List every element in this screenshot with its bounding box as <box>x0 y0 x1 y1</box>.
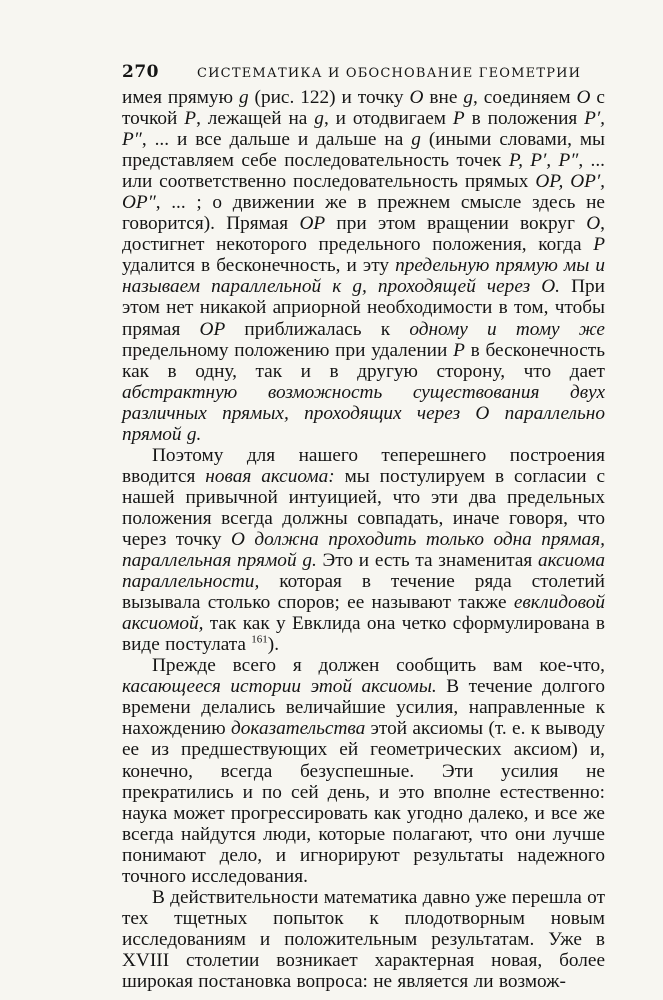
text-run: (рис. 122) и точку <box>248 87 410 108</box>
italic-text: P <box>593 234 605 256</box>
text-run: в бесконечность как в одну, так и в другую сторону, что дает <box>122 339 605 382</box>
body-text <box>122 87 605 992</box>
text-run: вне <box>423 87 464 108</box>
italic-text: P′, P″ <box>122 108 605 151</box>
italic-text: O <box>586 213 601 235</box>
footnote-ref: 161 <box>251 633 268 646</box>
text-run: , ... ; о движении же в прежнем смысле здесь не говорится). Прямая <box>122 192 605 235</box>
italic-text: OP, OP′, OP″ <box>122 171 605 214</box>
italic-text: касающееся истории этой аксиомы. <box>122 676 437 698</box>
text-run: , достигнет некоторого предельного положения, когда <box>122 213 605 256</box>
italic-text: OP <box>199 318 226 340</box>
text-run: так как у Евклида она четко сформулирована в виде постулата <box>122 613 605 656</box>
italic-text: O <box>576 87 591 108</box>
text-run: В течение долгого времени делались величайшие усилия, направленные к нахождению <box>122 676 605 740</box>
italic-text: P <box>184 108 197 130</box>
paragraph-2 <box>122 445 605 655</box>
text-run: Прежде всего я должен сообщить вам кое-что, <box>152 655 605 677</box>
italic-text: абстрактную возможность существования двух различных прямых, проходящих через O параллельно прямой g. <box>122 381 605 445</box>
italic-text: g <box>411 129 421 151</box>
italic-text: евклидовой аксиомой, <box>122 592 605 635</box>
text-run: при этом вращении вокруг <box>325 213 587 235</box>
text-run: в положения <box>464 108 585 130</box>
text-run: этой аксиомы (т. е. к выводу ее из предшествующих ей геометрических аксиом) и, конечно, всегда безуспешные. Эти усилия не прекратились и по сей день, и это вполне естественно: наука может прогрессировать как угодно далеко, и все же всегда найдутся люди, которые полагают, что они лучше понимают дело, и игнорируют результаты надежного точного исследования. <box>122 718 605 887</box>
text-run: , и отодвигаем <box>323 108 453 130</box>
text-run: предельному положению при удалении <box>122 339 454 361</box>
italic-text: g <box>238 87 249 108</box>
text-run: В действительности математика давно уже перешла от тех тщетных попыток к плодотворным новым исследованиям и положительным результатам. Уже в XVIII столетии возникает характерная новая, более широкая постановка вопроса: не является ли возмож- <box>122 886 605 992</box>
text-run: удалится в бесконечность, и эту <box>122 255 396 277</box>
text-run: Это и есть та знаменитая <box>316 550 539 572</box>
text-run: с точкой <box>122 87 605 130</box>
text-run: , ... и все дальше и дальше на <box>141 129 412 151</box>
italic-text: O должна проходить только одна прямая, параллельная прямой g. <box>122 528 605 572</box>
text-run: (иными словами, мы представляем себе последовательность точек <box>122 129 605 172</box>
text-run: мы постулируем в согласии с нашей привычной интуицией, что эти два предельных положения всегда должны совпадать, иначе говоря, что через точку <box>122 465 606 550</box>
italic-text: аксиома параллельности, <box>122 550 605 593</box>
text-run: которая в течение ряда столетий вызывала столько споров; ее называют также <box>122 571 605 614</box>
paragraph-4 <box>122 887 605 992</box>
paragraph-3 <box>122 655 605 887</box>
page-header <box>122 62 607 84</box>
italic-text: OP <box>299 213 326 235</box>
text-run: Поэтому для нашего теперешнего построения вводится <box>122 444 605 487</box>
text-run: приближалась к <box>225 318 410 340</box>
italic-text: g <box>463 87 473 108</box>
italic-text: O <box>409 87 424 108</box>
italic-text: одному и тому же <box>409 318 605 340</box>
paragraph-1 <box>122 87 605 445</box>
italic-text: P, P′, P″ <box>508 150 579 172</box>
italic-text: новая аксиома: <box>205 465 335 487</box>
italic-text: предельную прямую мы и называем параллельной к g, проходящей через O. <box>122 255 605 298</box>
italic-text: g <box>314 108 324 130</box>
page-number: 270 <box>122 62 159 82</box>
italic-text: P <box>452 108 465 130</box>
text-run: , ... или соответственно последовательность прямых <box>122 150 605 193</box>
text-run: При этом нет никакой априорной необходимости в том, чтобы прямая <box>122 276 605 340</box>
italic-text: доказательства <box>231 718 366 740</box>
text-run: имея прямую <box>122 87 239 108</box>
text-run: , лежащей на <box>196 108 315 130</box>
text-run: , соединяем <box>472 87 577 108</box>
text-run: ). <box>267 634 280 656</box>
running-title: СИСТЕМАТИКА И ОБОСНОВАНИЕ ГЕОМЕТРИИ <box>197 66 582 81</box>
italic-text: P <box>453 339 465 361</box>
